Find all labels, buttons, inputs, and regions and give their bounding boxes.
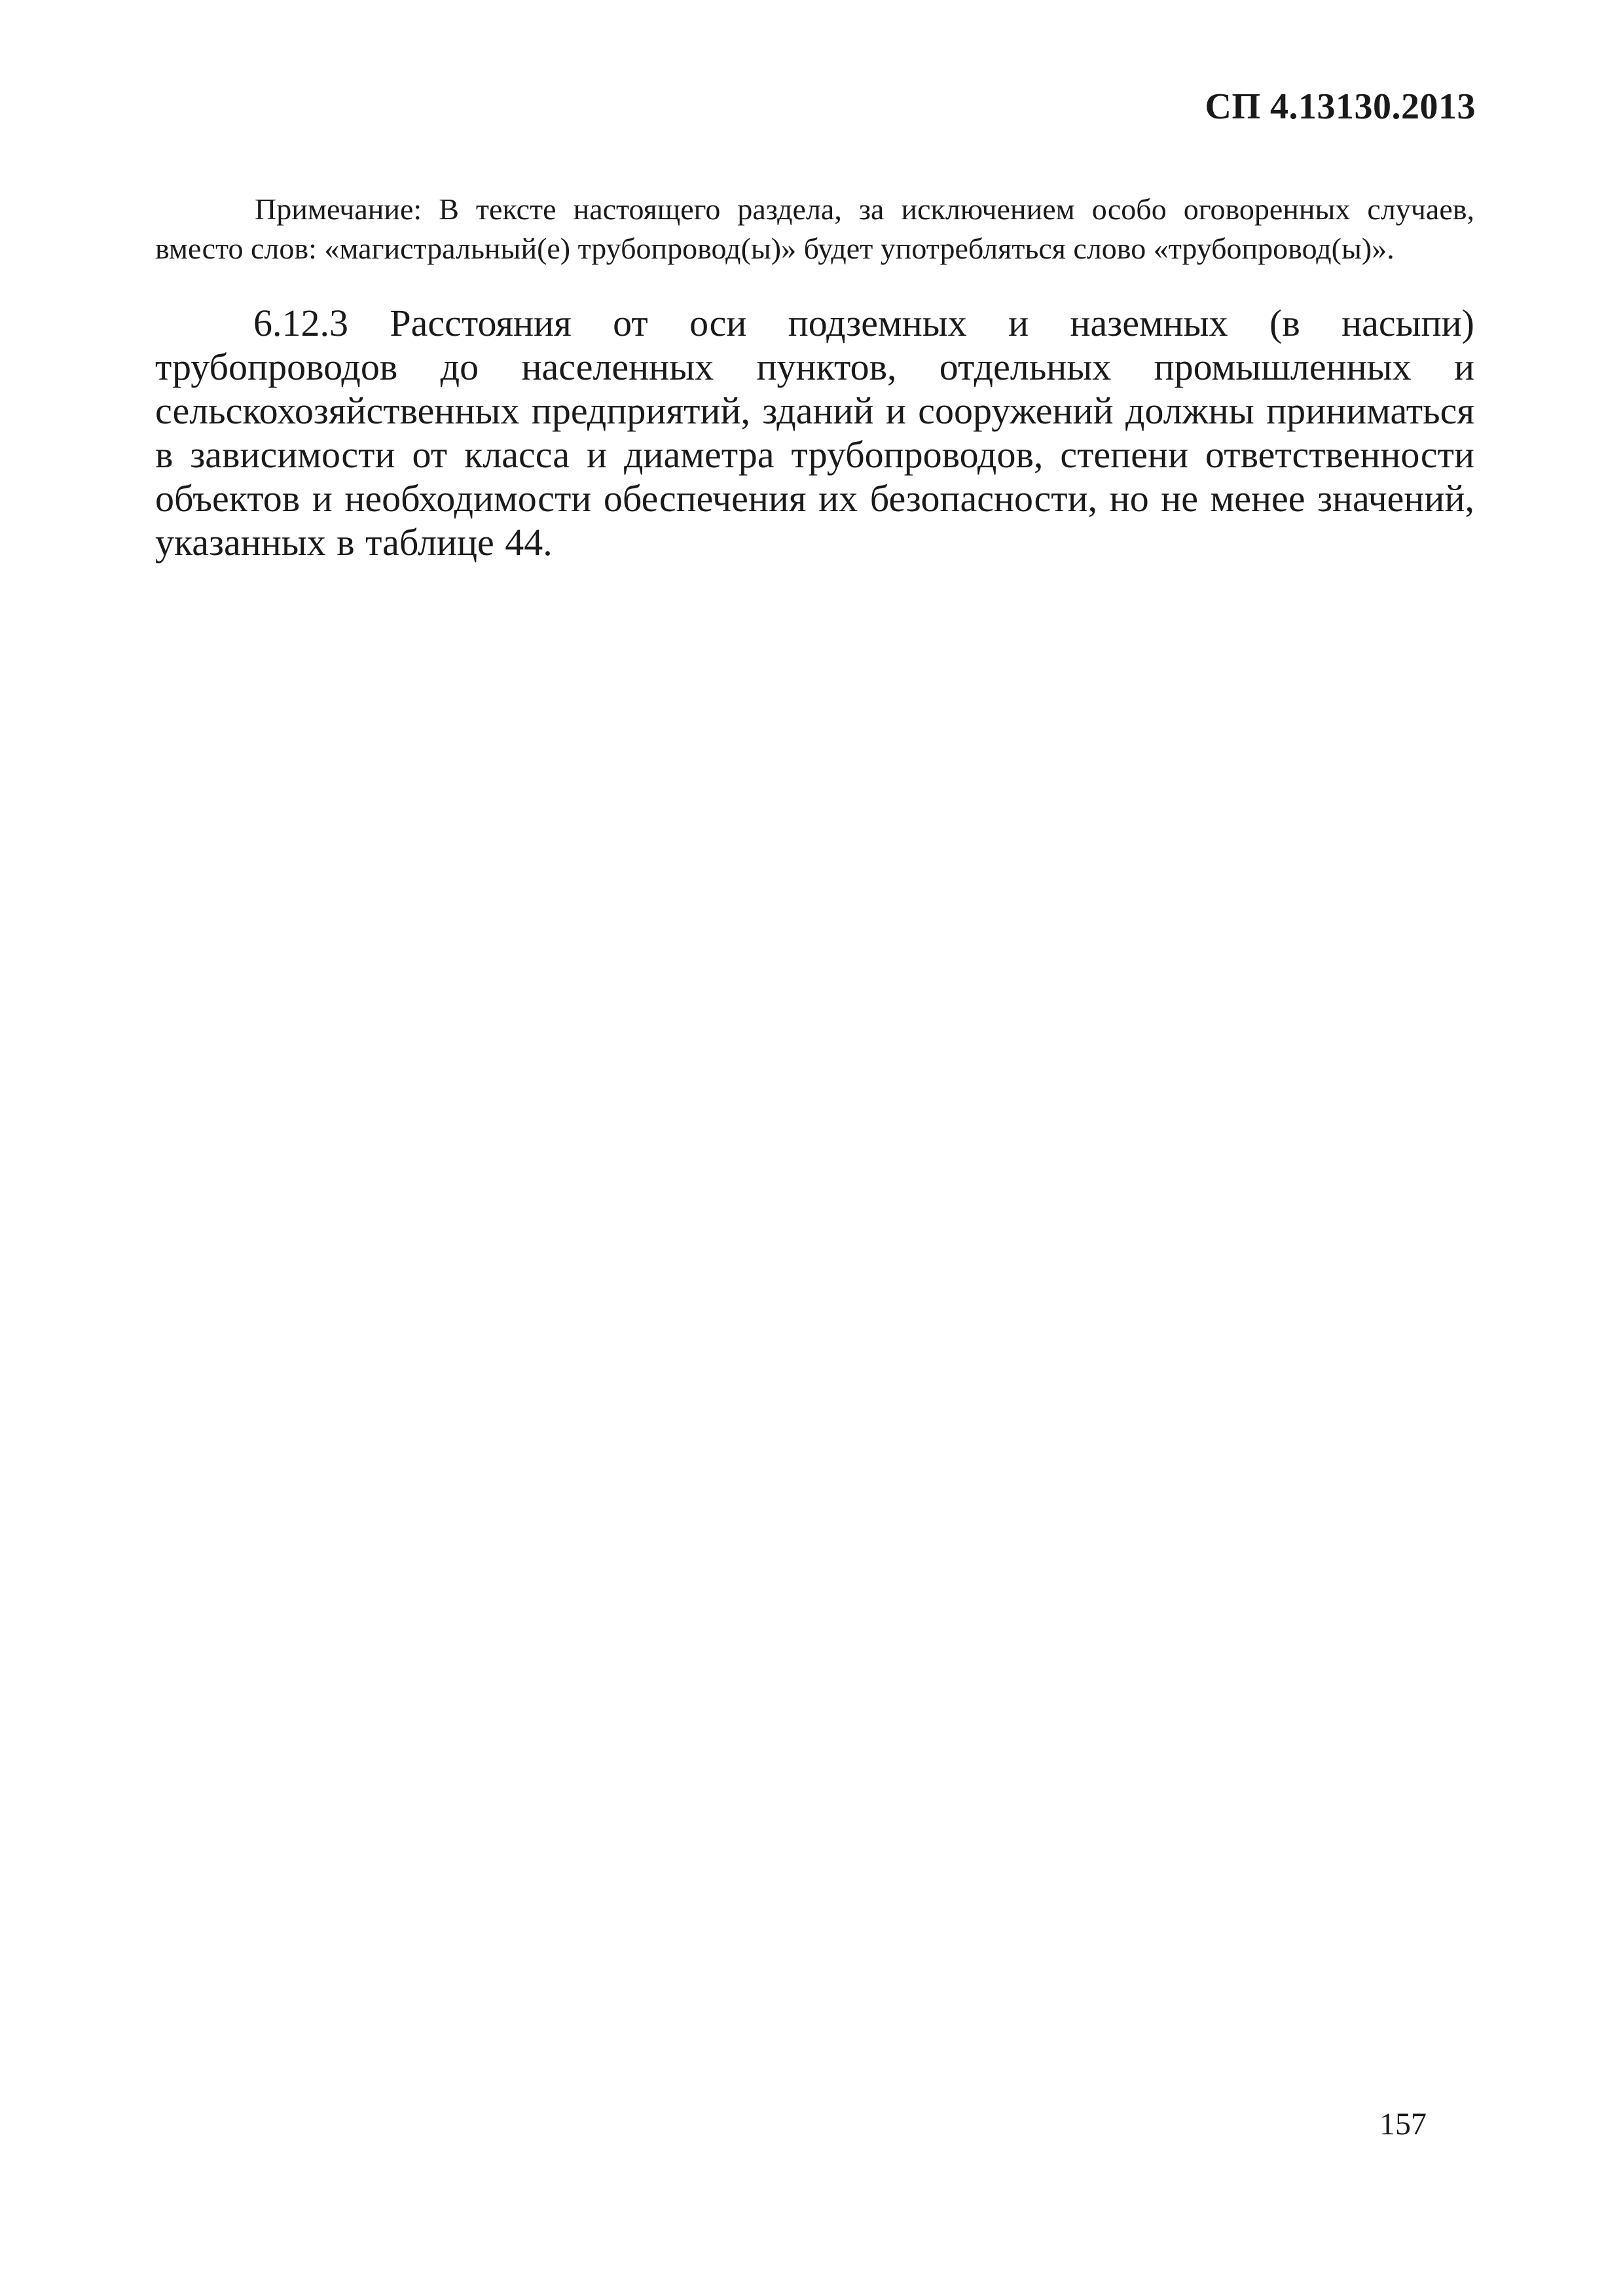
note-paragraph: Примечание: В тексте настоящего раздела, за исключением особо оговоренных случаев, вместо слов: «магистральный(е) трубопровод(ы)» будет употребляться слово «трубопровод(ы)». (155, 192, 1474, 265)
page-number: 157 (1379, 2107, 1427, 2142)
section-paragraph (155, 301, 1474, 564)
section-text: Расстояния от оси подземных и наземных (в насыпи) трубопроводов до населенных пунктов, отдельных промышленных и сельскохозяйственных предприятий, зданий и сооружений должны приниматься в зависимости от класса и диаметра трубопроводов, степени ответственности объектов и необходимости обеспечения их безопасности, но не менее значений, указанных в таблице 44. (155, 302, 1475, 564)
section-number: 6.12.3 (253, 302, 348, 344)
document-code: СП 4.13130.2013 (1205, 86, 1476, 127)
